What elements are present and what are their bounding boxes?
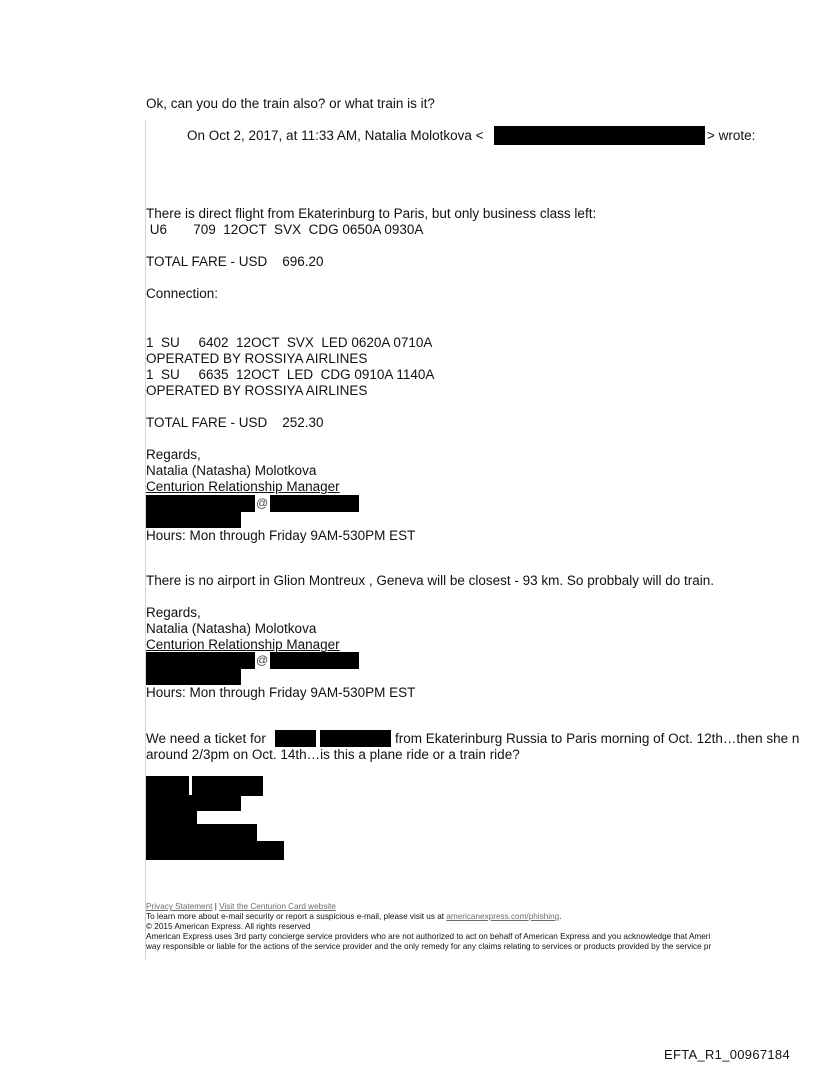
footer-disclaimer-1: American Express uses 3rd party concierge service providers who are not authorized to act on behalf of American Express and you acknowledge that Ameri (146, 932, 711, 941)
signature-name: Natalia (Natasha) Molotkova (146, 463, 317, 478)
redacted-last-name (320, 730, 391, 747)
redacted-phone (146, 669, 241, 685)
quote-header-prefix: On Oct 2, 2017, at 11:33 AM, Natalia Molotkova < (187, 128, 484, 143)
signature-regards: Regards, (146, 605, 201, 620)
footer-links (146, 902, 336, 912)
redacted-email-domain (270, 495, 359, 512)
centurion-website-link[interactable]: Visit the Centurion Card website (219, 902, 336, 911)
email-at-sign: @ (256, 496, 269, 510)
connection-leg-1: 1 SU 6402 12OCT SVX LED 0620A 0710A (146, 335, 433, 350)
flight-intro: There is direct flight from Ekaterinburg to Paris, but only business class left: (146, 206, 597, 221)
connection-label: Connection: (146, 286, 219, 301)
request-suffix: from Ekaterinburg Russia to Paris morning of Oct. 12th…then she n (395, 731, 800, 746)
redacted-email-domain (270, 652, 359, 669)
redacted-first-name (275, 730, 316, 747)
privacy-statement-link[interactable]: Privacy Statement (146, 902, 213, 911)
operated-by-2: OPERATED BY ROSSIYA AIRLINES (146, 383, 368, 398)
email-at-sign: @ (256, 653, 269, 667)
footer-separator: | (212, 902, 220, 911)
direct-flight: U6 709 12OCT SVX CDG 0650A 0930A (146, 222, 424, 237)
redacted-signature-block (192, 776, 263, 796)
footer-copyright: © 2015 American Express. All rights reserved (146, 922, 311, 931)
redacted-signature-block (146, 841, 284, 860)
document-id: EFTA_R1_00967184 (664, 1047, 790, 1062)
signature-hours: Hours: Mon through Friday 9AM-530PM EST (146, 685, 416, 700)
signature-hours: Hours: Mon through Friday 9AM-530PM EST (146, 528, 416, 543)
footer-security-notice (146, 912, 561, 922)
signature-title: Centurion Relationship Manager (146, 479, 340, 494)
reply-text: Ok, can you do the train also? or what train is it? (146, 96, 435, 111)
redacted-signature-block (146, 795, 241, 811)
security-text: To learn more about e-mail security or report a suspicious e-mail, please visit us at (146, 912, 447, 921)
phishing-link[interactable]: americanexpress.com/phishing (446, 912, 560, 921)
signature-name: Natalia (Natasha) Molotkova (146, 621, 317, 636)
operated-by-1: OPERATED BY ROSSIYA AIRLINES (146, 351, 368, 366)
total-fare-connection: TOTAL FARE - USD 252.30 (146, 415, 324, 430)
redacted-signature-block (146, 776, 189, 796)
redacted-email-user (146, 652, 255, 669)
airport-note: There is no airport in Glion Montreux , Geneva will be closest - 93 km. So probbaly will do train. (146, 573, 715, 588)
request-line-2: around 2/3pm on Oct. 14th…is this a plane ride or a train ride? (146, 747, 520, 762)
footer-disclaimer-2: way responsible or liable for the actions of the service provider and the only remedy for any claims relating to services or products provided by the service pr (146, 942, 712, 951)
signature-title: Centurion Relationship Manager (146, 637, 340, 652)
security-text-end: . (559, 912, 562, 921)
quote-header-suffix: > wrote: (707, 128, 756, 143)
redacted-email-user (146, 495, 255, 512)
redacted-email (494, 126, 705, 145)
request-prefix: We need a ticket for (146, 731, 266, 746)
total-fare-direct: TOTAL FARE - USD 696.20 (146, 254, 324, 269)
redacted-signature-block (146, 824, 257, 842)
connection-leg-2: 1 SU 6635 12OCT LED CDG 0910A 1140A (146, 367, 435, 382)
signature-regards: Regards, (146, 447, 201, 462)
redacted-phone (146, 512, 241, 528)
